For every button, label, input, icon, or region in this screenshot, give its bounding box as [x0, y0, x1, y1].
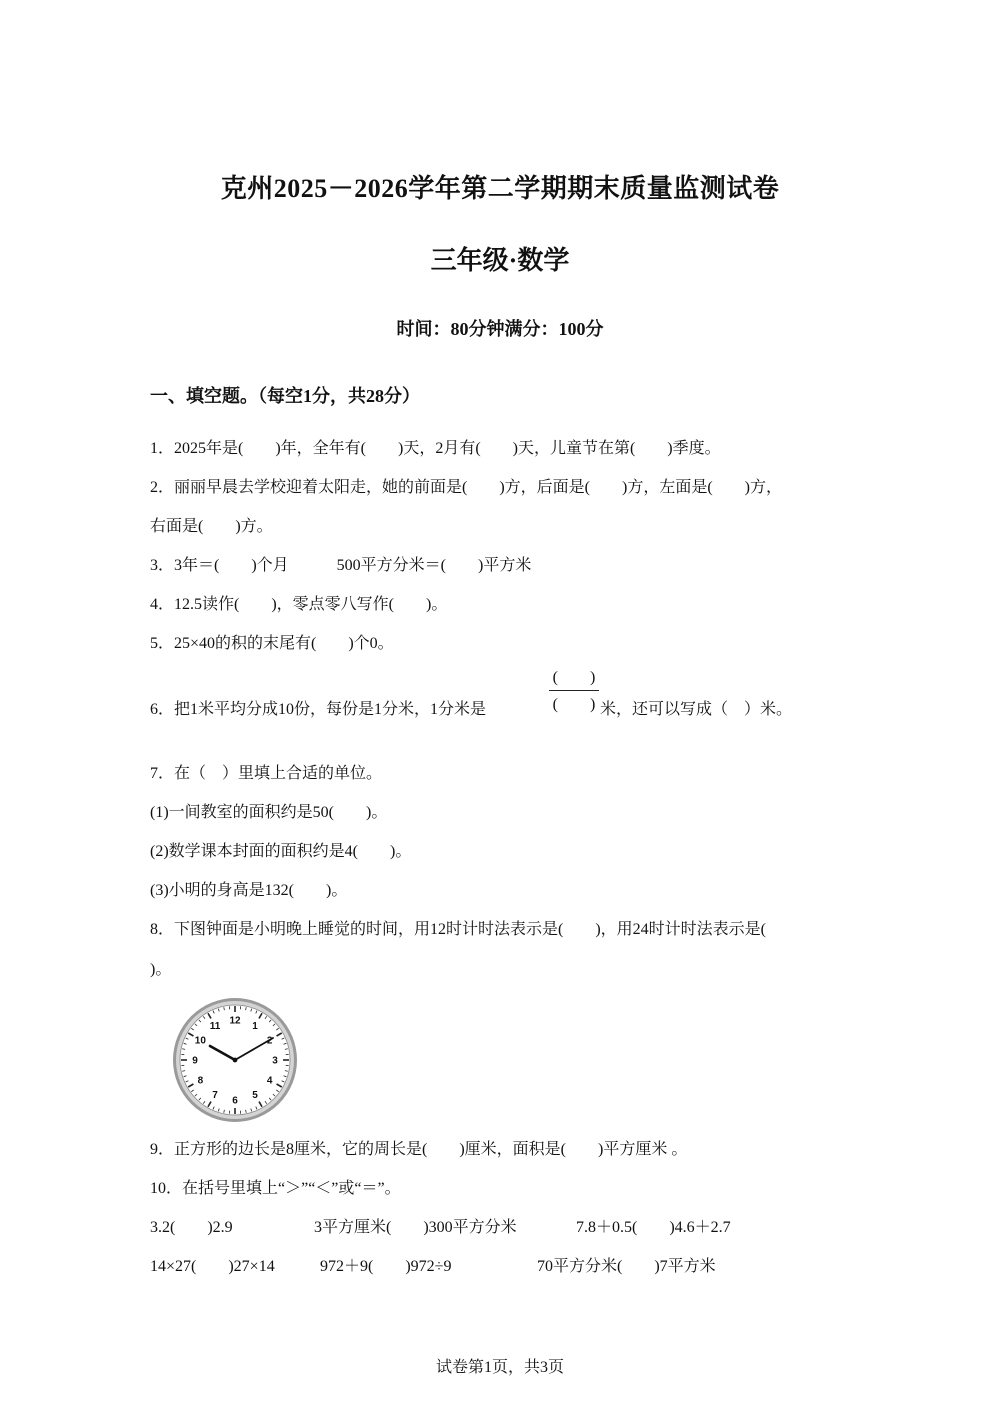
clock-number: 2 [266, 1035, 273, 1047]
clock-number: 1 [252, 1020, 258, 1032]
clock-number: 11 [209, 1020, 221, 1032]
clock-number: 6 [232, 1095, 238, 1107]
question-9: 9．正方形的边长是8厘米，它的周长是( )厘米，面积是( )平方厘米 。 [150, 1141, 688, 1158]
fraction-denominator: ( ) [552, 696, 596, 713]
clock-number: 12 [229, 1015, 241, 1027]
question-7: 7．在（ ）里填上合适的单位。 [150, 765, 383, 782]
clock-number: 8 [197, 1075, 204, 1087]
compare-item: 7.8＋0.5( )4.6＋2.7 [576, 1219, 731, 1236]
question-10: 10．在括号里填上“＞”“＜”或“＝”。 [150, 1180, 401, 1197]
page-footer: 试卷第1页，共3页 [435, 1359, 564, 1376]
question-8-line2: )。 [150, 961, 172, 978]
clock-number: 7 [212, 1090, 218, 1102]
clock-number: 3 [272, 1055, 278, 1067]
clock-number: 10 [194, 1035, 206, 1047]
question-7-2: (2)数学课本封面的面积约是4( )。 [150, 843, 412, 860]
clock-number: 4 [266, 1075, 273, 1087]
question-7-1: (1)一间教室的面积约是50( )。 [150, 804, 388, 821]
compare-item: 70平方分米( )7平方米 [537, 1258, 716, 1275]
fraction-numerator: ( ) [552, 669, 596, 686]
question-6-fraction [549, 668, 599, 718]
compare-item: 3.2( )2.9 [150, 1219, 233, 1236]
question-1: 1．2025年是( )年，全年有( )天，2月有( )天，儿童节在第( )季度。 [150, 440, 721, 457]
question-4: 4．12.5读作( )，零点零八写作( )。 [150, 596, 448, 613]
question-8-line1: 8．下图钟面是小明晚上睡觉的时间，用12时计时法表示是( )，用24时计时法表示是( [150, 921, 766, 938]
question-3: 3．3年＝( )个月 500平方分米＝( )平方米 [150, 557, 532, 574]
compare-item: 3平方厘米( )300平方分米 [314, 1219, 517, 1236]
section-heading: 一、填空题。（每空1分，共28分） [150, 386, 420, 406]
compare-item: 972＋9( )972÷9 [320, 1258, 452, 1275]
clock-number: 9 [192, 1055, 198, 1067]
exam-subtitle: 三年级·数学 [430, 246, 570, 275]
question-7-3: (3)小明的身高是132( )。 [150, 882, 348, 899]
question-2-line1: 2．丽丽早晨去学校迎着太阳走，她的前面是( )方，后面是( )方，左面是( )方， [150, 479, 782, 496]
compare-item: 14×27( )27×14 [150, 1258, 275, 1275]
fraction-bar [549, 690, 599, 691]
question-6-text: 6．把1米平均分成10份，每份是1分米，1分米是 [150, 701, 487, 718]
exam-title: 克州2025－2026学年第二学期期末质量监测试卷 [220, 174, 780, 203]
exam-meta: 时间：80分钟满分：100分 [396, 319, 604, 339]
clock-center [233, 1058, 238, 1063]
clock-number: 5 [252, 1090, 258, 1102]
question-6-text-after: 米，还可以写成（ ）米。 [600, 701, 793, 718]
clock-face-image [170, 995, 300, 1125]
question-5: 5．25×40的积的末尾有( )个0。 [150, 635, 394, 652]
question-2-line2: 右面是( )方。 [150, 518, 273, 535]
